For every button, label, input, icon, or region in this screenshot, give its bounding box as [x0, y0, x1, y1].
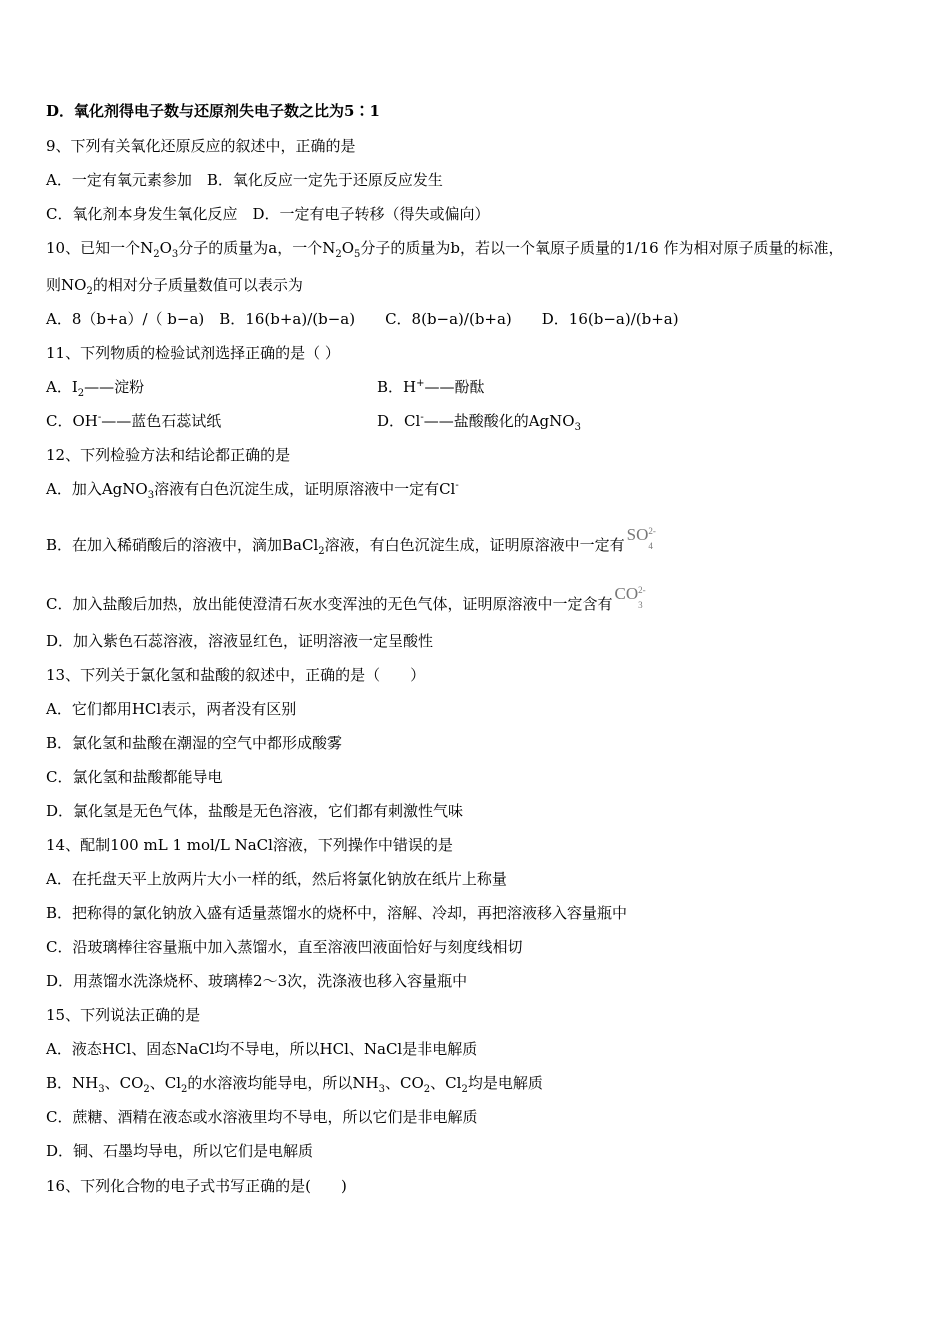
- q10-options: A．8（b+a）/（ b−a) B．16(b+a)/(b−a) C．8(b−a)/(b+a) D．16(b−a)/(b+a): [46, 310, 679, 328]
- question-15: 15、下列说法正确的是: [46, 1006, 201, 1024]
- q13-option-d: D．氯化氢是无色气体，盐酸是无色溶液，它们都有刺激性气味: [46, 802, 464, 820]
- q14-option-b: B．把称得的氯化钠放入盛有适量蒸馏水的烧杯中，溶解、冷却，再把溶液移入容量瓶中: [46, 904, 628, 922]
- sulfate-ion: SO 2- 4: [626, 525, 656, 551]
- q8-option-d: D．氧化剂得电子数与还原剂失电子数之比为5∶1: [46, 102, 380, 120]
- q11-option-a: A．$I_2——$淀粉: [46, 378, 145, 399]
- q12-option-a: A．加入AgNO$_3$溶液有白色沉淀生成，证明原溶液中一定有Cl-: [46, 480, 459, 501]
- q11-option-b: B．H+——酚酞: [377, 378, 485, 396]
- q14-option-c: C．沿玻璃棒往容量瓶中加入蒸馏水，直至溶液凹液面恰好与刻度线相切: [46, 938, 523, 956]
- question-14: 14、配制100 mL 1 mol/L NaCl溶液，下列操作中错误的是: [46, 836, 453, 854]
- q13-option-a: A．它们都用HCl表示，两者没有区别: [46, 700, 297, 718]
- q12-option-d: D．加入紫色石蕊溶液，溶液显红色，证明溶液一定呈酸性: [46, 632, 434, 650]
- q11-options-ab: [46, 377, 906, 397]
- q14-option-a: A．在托盘天平上放两片大小一样的纸，然后将氯化钠放在纸片上称量: [46, 870, 507, 888]
- question-11: 11、下列物质的检验试剂选择正确的是（ ）: [46, 344, 340, 362]
- question-9: 9、下列有关氧化还原反应的叙述中，正确的是: [46, 137, 356, 155]
- question-13: 13、下列关于氯化氢和盐酸的叙述中，正确的是（ ）: [46, 666, 426, 684]
- q11-options-cd: [46, 411, 906, 431]
- question-10-line1: 10、已知一个$N_2O_3$分子的质量为a，一个$N_2O_5$分子的质量为b，若以一个氧原子质量的1/16 作为相对原子质量的标准，: [46, 239, 844, 260]
- q15-option-b: B．$NH_3$、$CO_2$、$Cl_2$的水溶液均能导电，所以$NH_3$、$CO_2$、$Cl_2$均是电解质: [46, 1074, 543, 1095]
- q12-option-c: C．加入盐酸后加热，放出能使澄清石灰水变浑浊的无色气体，证明原溶液中一定含有CO 2- 3: [46, 584, 646, 613]
- question-16: 16、下列化合物的电子式书写正确的是( ): [46, 1177, 347, 1195]
- q9-options-cd: C．氧化剂本身发生氧化反应 D．一定有电子转移（得失或偏向）: [46, 205, 490, 223]
- q15-option-a: A．液态HCl、固态NaCl均不导电，所以HCl、NaCl是非电解质: [46, 1040, 478, 1058]
- q11-option-c: C．OH-——蓝色石蕊试纸: [46, 412, 222, 430]
- q15-option-c: C．蔗糖、酒精在液态或水溶液里均不导电，所以它们是非电解质: [46, 1108, 478, 1126]
- q15-option-d: D．铜、石墨均导电，所以它们是电解质: [46, 1142, 314, 1160]
- carbonate-ion: CO 2- 3: [614, 584, 646, 610]
- q11-option-d: D．Cl-——盐酸酸化的AgNO$_3$: [377, 412, 581, 433]
- q13-option-c: C．氯化氢和盐酸都能导电: [46, 768, 223, 786]
- question-10-line2: 则$NO_2$的相对分子质量数值可以表示为: [46, 276, 303, 297]
- q12-option-b: B．在加入稀硝酸后的溶液中，滴加BaCl$_2$溶液，有白色沉淀生成，证明原溶液中一定有SO 2- 4: [46, 525, 656, 557]
- question-12: 12、下列检验方法和结论都正确的是: [46, 446, 291, 464]
- q13-option-b: B．氯化氢和盐酸在潮湿的空气中都形成酸雾: [46, 734, 343, 752]
- q14-option-d: D．用蒸馏水洗涤烧杯、玻璃棒2～3次，洗涤液也移入容量瓶中: [46, 972, 468, 990]
- q9-options-ab: A．一定有氧元素参加 B．氧化反应一定先于还原反应发生: [46, 171, 443, 189]
